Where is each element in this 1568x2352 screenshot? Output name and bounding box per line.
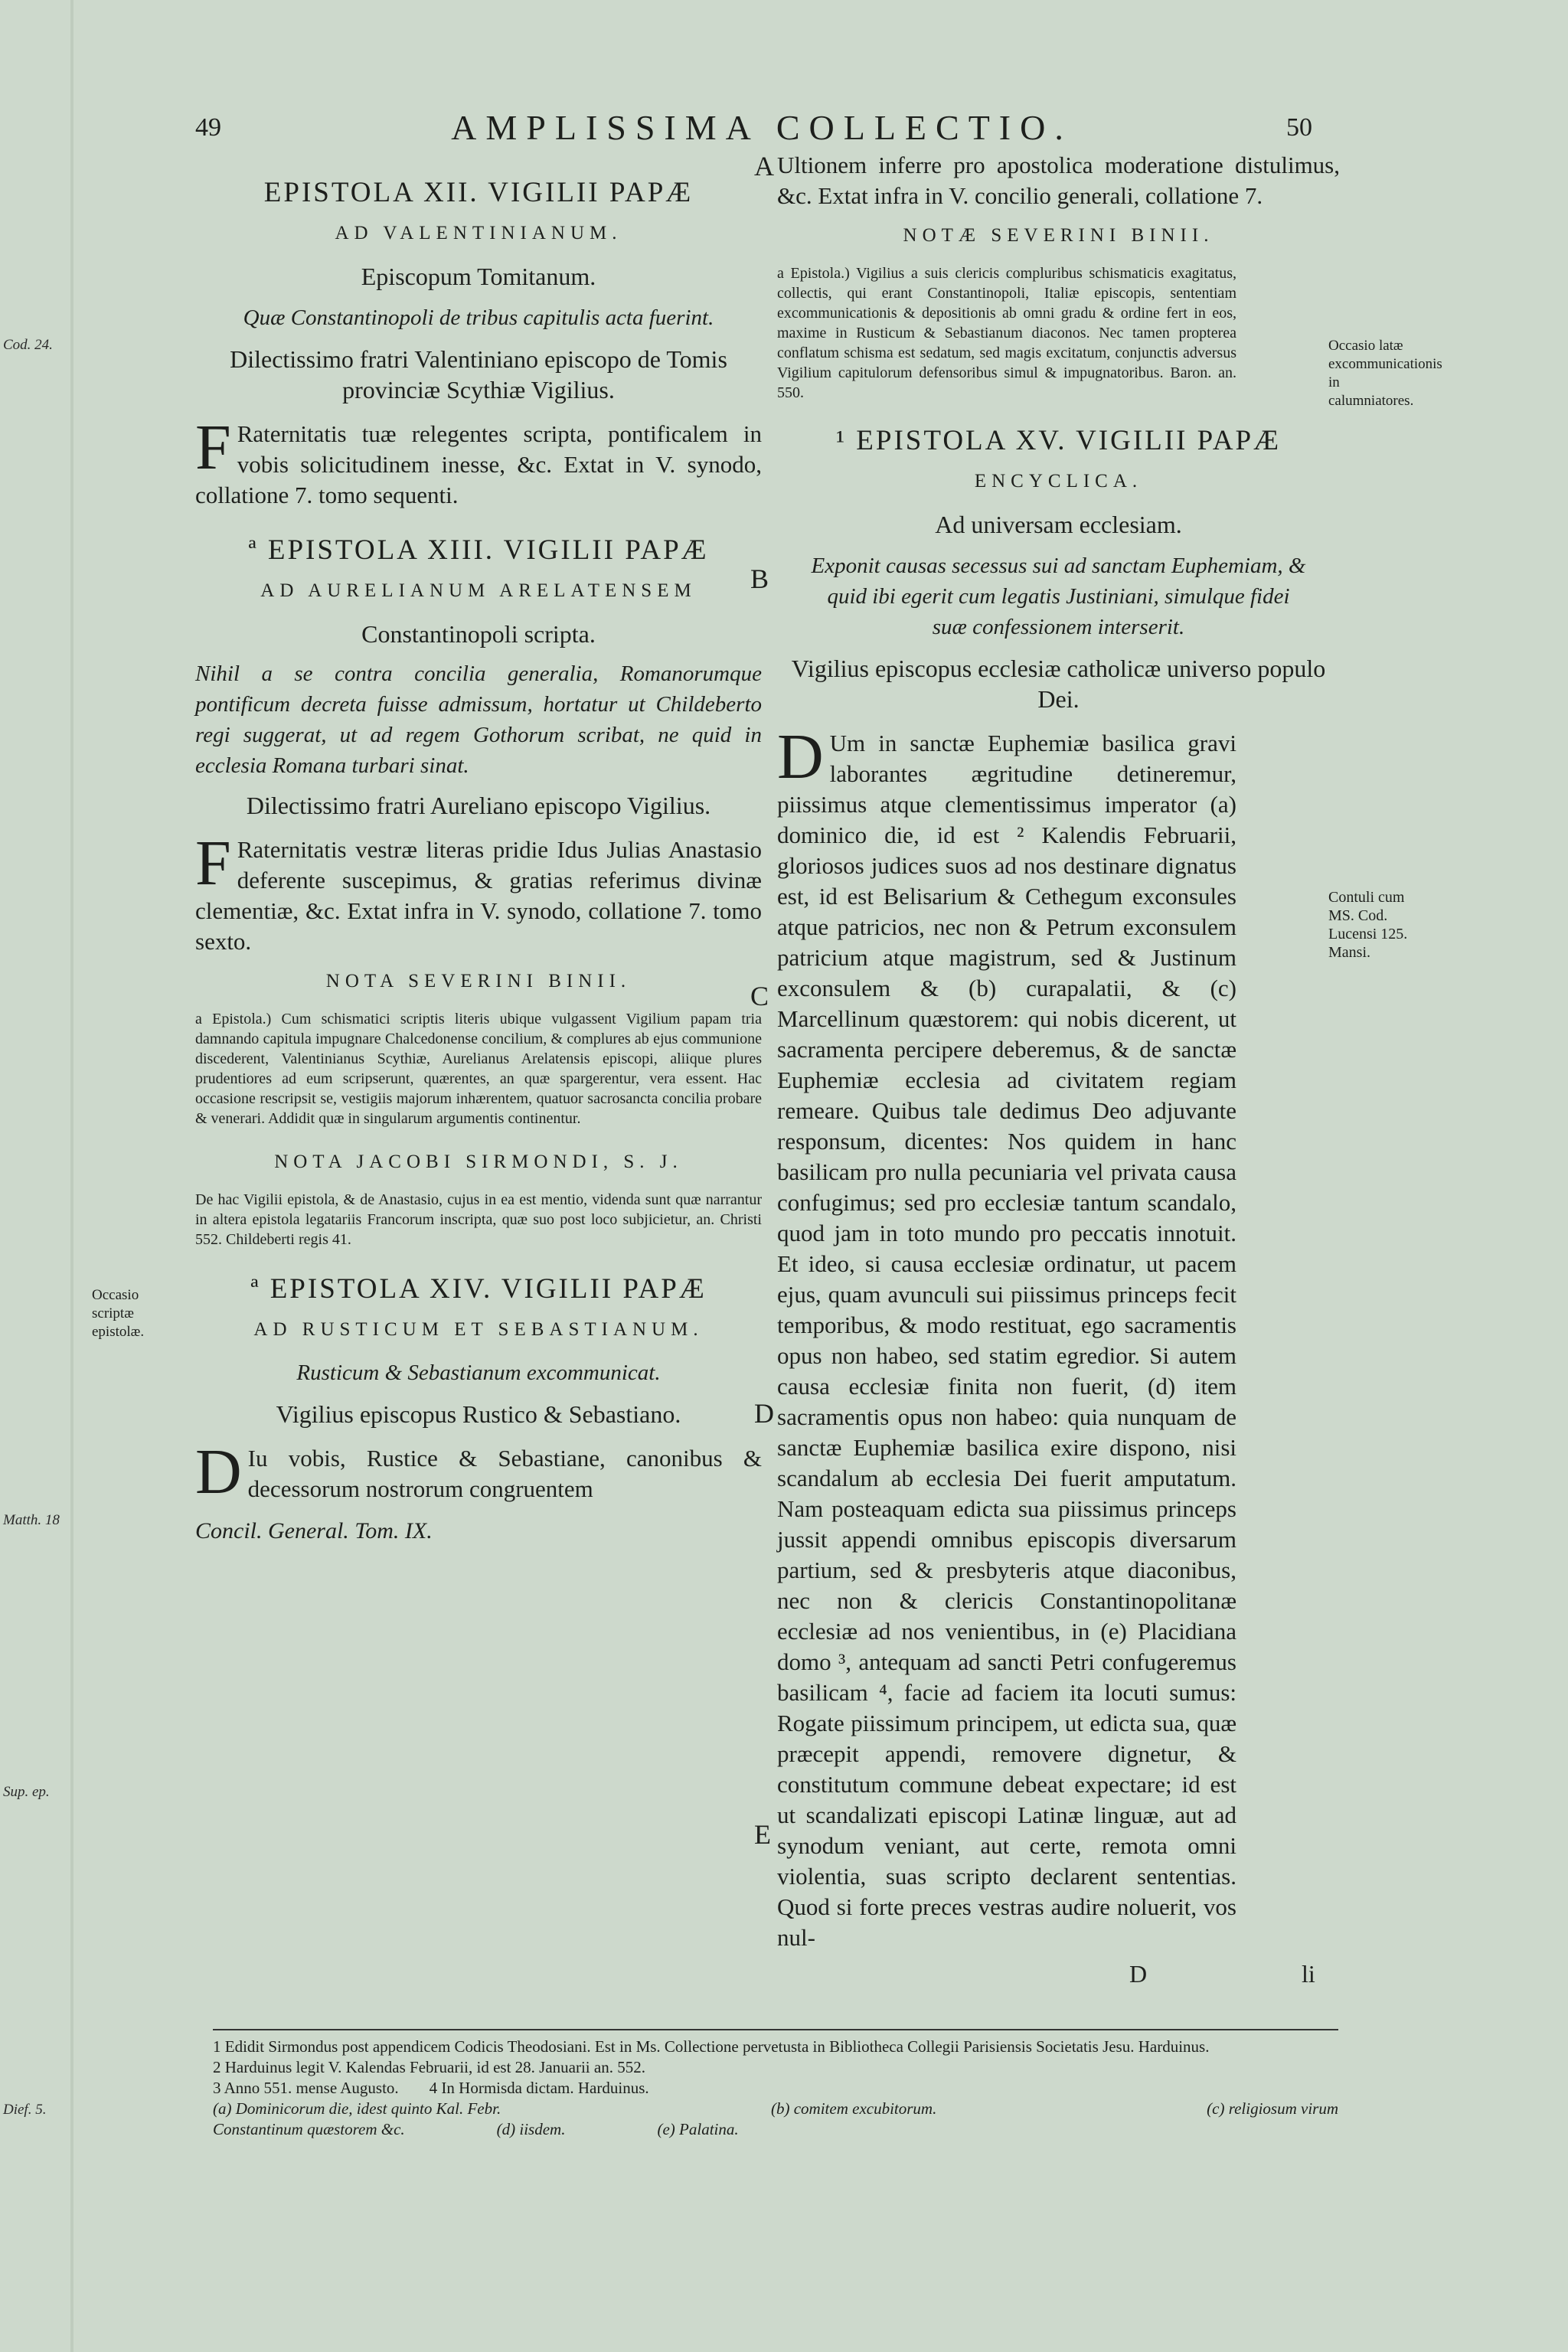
footnotes <box>213 2029 1338 2140</box>
epistola-12-subtitle: Episcopum Tomitanum. <box>361 263 596 290</box>
epistola-12-summary: Quæ Constantinopoli de tribus capitulis acta fuerint. <box>243 305 714 330</box>
gloss-e: (e) Palatina. <box>657 2120 739 2138</box>
edge-fragment: Matth. 18 <box>3 1512 60 1528</box>
drop-cap: D <box>195 1436 242 1508</box>
epistola-13-title: ª EPISTOLA XIII. VIGILII PAPÆ <box>248 534 709 566</box>
catchword: li <box>1302 1960 1315 1988</box>
section-letter-b: B <box>750 564 769 594</box>
drop-cap: F <box>195 828 231 899</box>
epistola-12-title: EPISTOLA XII. VIGILII PAPÆ <box>263 177 694 208</box>
epistola-13-subtitle: Constantinopoli scripta. <box>361 620 596 648</box>
drop-cap: D <box>777 721 824 792</box>
nota-binii-heading: NOTA SEVERINI BINII. <box>325 971 632 991</box>
footnote-3: 3 Anno 551. mense Augusto. <box>213 2079 399 2097</box>
section-letter-e: E <box>754 1819 771 1850</box>
nota-binii-text: a Epistola.) Cum schismatici scriptis literis ubique vulgassent Vigilium papam tria damnando capitula impugnare Chalcedonense concilium, & complures ab ejus communione discederent, Valentinianus Scythiæ, Aurelianus Arelatensis episcopi, aliique plures prudentiores ad eum scripserunt, quærentes, an quæ spargerentur, vera essent. Hac occasione rescripsit se, vestigiis majorum inhærentem, quatuor sacrosancta concilia probare & venerari. Addidit quæ in singularum argumentis continentur. <box>195 1011 762 1127</box>
catchword-letter: D <box>1129 1960 1148 1988</box>
section-letter-a: A <box>754 151 774 181</box>
epistola-13-summary: Nihil a se contra concilia generalia, Romanorumque pontificum decreta fuisse admissum, hortatur ut Childeberto regi suggerat, ut ad regem Gothorum scribat, ne quid in ecclesia Romana turbari sinat. <box>195 662 762 778</box>
notae-binii-heading: NOTÆ SEVERINI BINII. <box>903 225 1214 246</box>
page-number-right: 50 <box>1286 113 1312 142</box>
epistola-15-salutation: Vigilius episcopus ecclesiæ catholicæ universo populo Dei. <box>791 655 1326 713</box>
section-letter-c: C <box>750 981 769 1011</box>
epistola-12-addressee: AD VALENTINIANUM. <box>335 223 622 243</box>
epistola-15-encyclica: ENCYCLICA. <box>974 471 1143 492</box>
gloss-a-cont: Constantinum quæstorem &c. <box>213 2120 405 2138</box>
margin-note-occasio: Occasio scriptæ epistolæ. <box>92 1287 145 1340</box>
gloss-b: (b) comitem excubitorum. <box>771 2099 937 2118</box>
nota-sirmondi-text: De hac Vigilii epistola, & de Anastasio, cujus in ea est mentio, videnda sunt quæ narrantur in altera epistola legatariis Francorum inscripta, quæ suo post loco subjicietur, an. Christi 552. Childeberti regis 41. <box>195 1191 762 1248</box>
page-gutter <box>70 0 74 2352</box>
margin-note-excommunicatio: Occasio latæ excommunicationis in calumniatores. <box>1328 338 1442 409</box>
gloss-d: (d) iisdem. <box>496 2120 566 2138</box>
footnote-4: 4 In Hormisda dictam. Harduinus. <box>429 2079 649 2097</box>
edge-fragment: Dief. 5. <box>3 2102 47 2118</box>
running-head: AMPLISSIMA COLLECTIO. <box>451 108 1073 147</box>
nota-sirmondi-heading: NOTA JACOBI SIRMONDI, S. J. <box>274 1152 683 1172</box>
epistola-15-subtitle: Ad universam ecclesiam. <box>935 511 1182 538</box>
epistola-15-title: ¹ EPISTOLA XV. VIGILII PAPÆ <box>835 425 1282 456</box>
footnote-2: 2 Harduinus legit V. Kalendas Februarii, id est 28. Januarii an. 552. <box>213 2058 645 2076</box>
epistola-14-text: D Iu vobis, Rustice & Sebastiane, canonibus & decessorum nostrorum congruentem <box>195 1436 762 1508</box>
signature-mark: Concil. General. Tom. IX. <box>195 1518 433 1544</box>
gloss-c: (c) religiosum virum <box>1207 2099 1338 2118</box>
epistola-15-summary: Exponit causas secessus sui ad sanctam Euphemiam, & quid ibi egerit cum legatis Justiniani, simulque fidei suæ confessionem interserit. <box>811 554 1306 639</box>
right-column <box>777 150 1340 1967</box>
drop-cap: F <box>195 412 231 483</box>
edge-fragment: Cod. 24. <box>3 337 53 353</box>
epistola-13-addressee: AD AURELIANUM ARELATENSEM <box>260 580 697 601</box>
section-letter-d: D <box>754 1398 774 1429</box>
epistola-15-text: D Um in sanctæ Euphemiæ basilica gravi laborantes ægritudine detineremur, piissimus atque clementissimus imperator (a) dominico die, id est ² Kalendis Februarii, gloriosos judices suos ad nos destinare dignatus est, id est Belisarium & Cethegum exconsules atque patricios, nec non & Petrum exconsulem patricium atque magistrum, sed & Justinum exconsulem & (b) curapalatii, & (c) Marcellinum quæstorem: qui nobis dicerent, ut sacramenta percipere deberemus, & de sanctæ Euphemiæ ecclesia ad civitatem regiam remeare. Quibus tale dedimus Deo adjuvante responsum, dicentes: Nos quidem in hanc basilicam pro nulla pecuniaria vel privata causa confugimus; sed pro ecclesiæ tantum scandalo, quod jam in toto mundo pro peccatis innotuit. Et ideo, si causa ecclesiæ ordinatur, ut pacem ejus, quam avunculi sui piissimus princeps fecit temporibus, & modo restituat, ego sacramentis opus non habeo, sed statim egredior. Si autem causa ecclesiæ finita non fuerit, (d) item sacramentis opus non habeo: quia nunquam de sanctæ Euphemiæ basilica exire dispono, nisi scandalum ab ecclesia Dei fuerit amputatum. Nam posteaquam edicta sua piissimus princeps jussit appendi omnibus episcopis diversarum partium, sed & presbyteris atque diaconibus, nec non & clericis Constantinopolitanæ ecclesiæ ad nos venientibus, in (e) Placidiana domo ³, antequam ad sancti Petri confugeremus basilicam ⁴, facie ad faciem ita locuti sumus: Rogate piissimum principem, ut edicta sua, quæ præcepit appendi, removere dignetur, & constitutum commune debeat expectare; id est ut scandalizati episcopi Latinæ linguæ, aut ad synodum veniant, aut certe, remota omni violentia, suas scripto declarent sententias. Quod si forte preces vestras audire noluerit, vos nul- <box>777 721 1236 1951</box>
gloss-a: (a) Dominicorum die, idest quinto Kal. Febr. <box>213 2099 501 2118</box>
epistola-14-summary: Rusticum & Sebastianum excommunicat. <box>296 1361 661 1385</box>
epistola-12-salutation: Dilectissimo fratri Valentiniano episcopo de Tomis provinciæ Scythiæ Vigilius. <box>230 345 727 403</box>
epistola-12-text: F Raternitatis tuæ relegentes scripta, pontificalem in vobis solicitudinem inesse, &c. Extat in V. synodo, collatione 7. tomo sequenti. <box>195 412 762 508</box>
continuation-text: Ultionem inferre pro apostolica moderatione distulimus, &c. Extat infra in V. concilio generali, collatione 7. <box>777 152 1340 209</box>
page-number-left: 49 <box>195 113 221 142</box>
epistola-14-salutation: Vigilius episcopus Rustico & Sebastiano. <box>276 1400 681 1428</box>
epistola-13-salutation: Dilectissimo fratri Aureliano episcopo Vigilius. <box>246 792 711 819</box>
margin-note-contuli: Contuli cum MS. Cod. Lucensi 125. Mansi. <box>1328 889 1408 961</box>
left-column <box>195 150 762 1544</box>
epistola-14-title: ª EPISTOLA XIV. VIGILII PAPÆ <box>250 1273 707 1305</box>
footnote-1: 1 Edidit Sirmondus post appendicem Codicis Theodosiani. Est in Ms. Collectione pervetusta in Bibliotheca Collegii Parisiensis Societatis Jesu. Harduinus. <box>213 2037 1210 2056</box>
epistola-13-text: F Raternitatis vestræ literas pridie Idus Julias Anastasio deferente suscepimus, & gratias referimus divinæ clementiæ, &c. Extat infra in V. synodo, collatione 7. tomo sexto. <box>195 828 762 955</box>
edge-fragment: Sup. ep. <box>3 1784 50 1800</box>
notae-binii-text: a Epistola.) Vigilius a suis clericis compluribus schismaticis exagitatus, collectis, qui erant Constantinopoli, Italiæ episcopis, sententiam excommunicationis & depositionis ab omni gradu & ordine fert in eos, maxime in Rusticum & Sebastianum diaconos. Nec tamen propterea conflatum schisma est sedatum, sed magis excitatum, conjunctis adversus Vigilium capitulorum defensoribus simul & impugnatoribus. Baron. an. 550. <box>777 265 1236 401</box>
epistola-14-addressee: AD RUSTICUM ET SEBASTIANUM. <box>253 1319 704 1340</box>
